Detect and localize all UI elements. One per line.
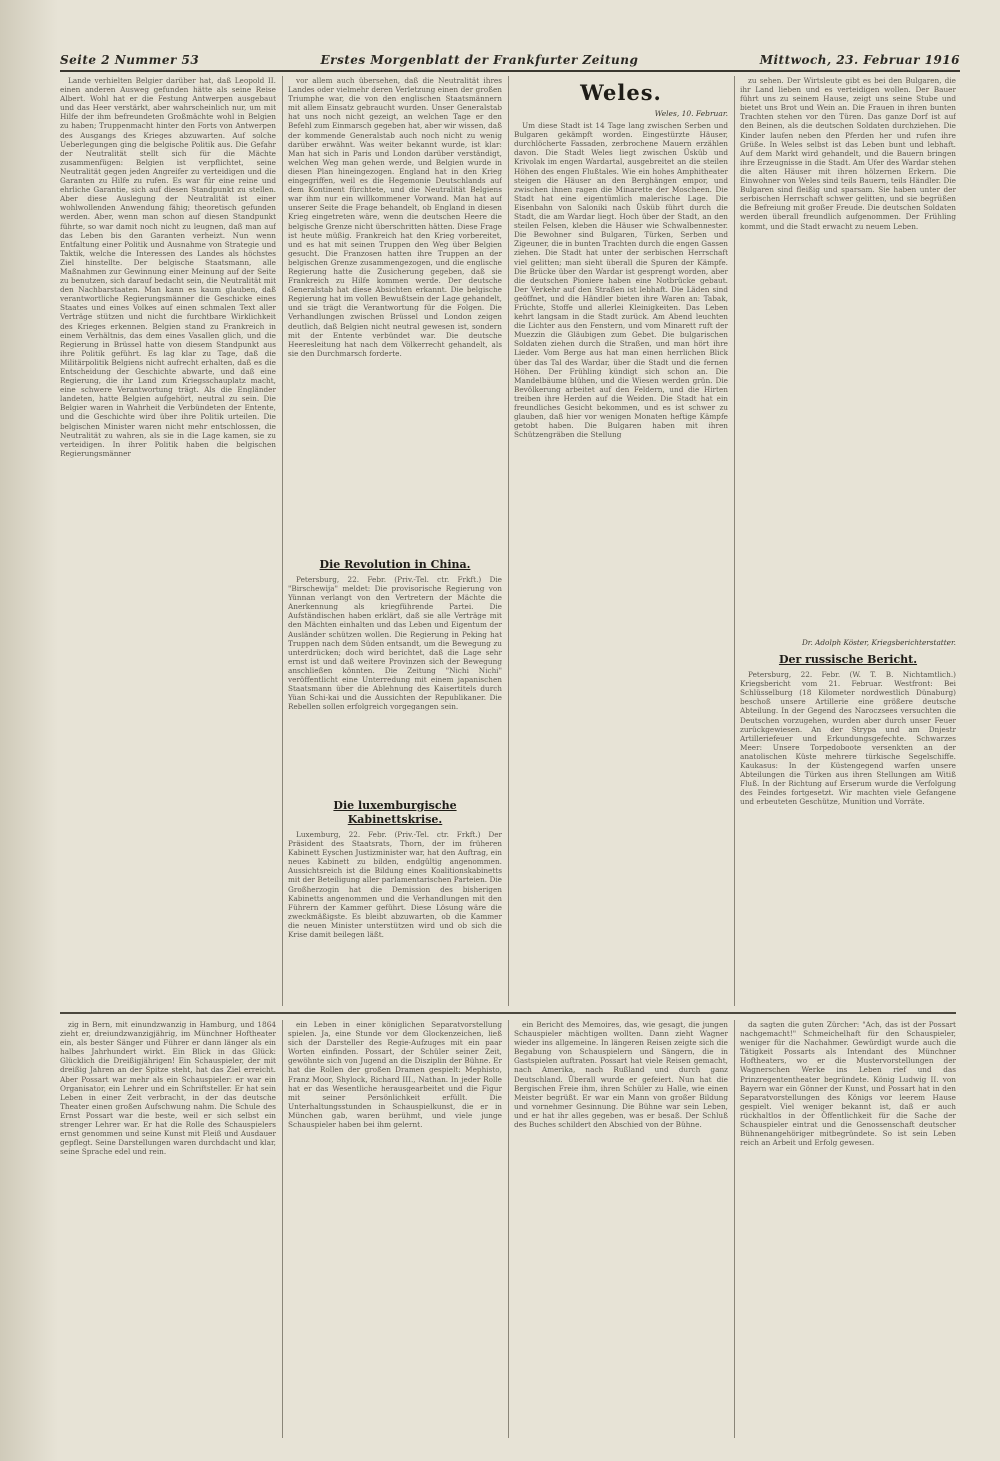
feuilleton-column-3 bbox=[514, 1020, 728, 1438]
column-divider bbox=[734, 1020, 735, 1438]
article-russian-report: Petersburg, 22. Febr. (W. T. B. Nichtamtlich.) Kriegsbericht vom 21. Februar. Westfront: Bei Schlüsselburg (18 Kilometer nordwestlich Dünaburg) beschoß unsere Artillerie eine größere deutsche Abteilung. In der Gegend des Naroczsees versuchten die Deutschen vorzugehen, wurden aber durch unser Feuer zurückgewiesen. An der Strypa und am Dnjestr Artilleriefeuer und Erkundungsgefechte. Schwarzes Meer: Unsere Torpedoboote versenkten an der anatolischen Küste mehrere türkische Segelschiffe. Kaukasus: In der Küstengegend warfen unsere Abteilungen die Türken aus ihren Stellungen am Witiß Fluß. In der Richtung auf Erserum wurde die Verfolgung des Feindes fortgesetzt. Wir machten viele Gefangene und erbeuteten Geschütze, Munition und Vorräte. bbox=[740, 670, 956, 807]
feuilleton-column-1 bbox=[60, 1020, 276, 1438]
feuilleton-text-3: ein Bericht des Memoires, das, wie gesagt, die jungen Schauspieler mächtigen wollten. Dann zieht Wagner wieder ins allgemeine. In längeren Reisen zeigte sich die Begabung von Schauspielern und Sängern, die in Gastspielen auftraten. Possart hat viele Reisen gemacht, nach Amerika, nach Rußland und durch ganz Deutschland. Überall wurde er gefeiert. Nun hat die Bergischen Freie ihm, ihren Schüler zu Halle, wie einen Meister begrüßt. Er war ein Mann von großer Bildung und vornehmer Gesinnung. Die Bühne war sein Leben, und er hat ihr alles gegeben, was er besaß. Der Schluß des Buches schildert den Abschied von der Bühne. bbox=[514, 1020, 728, 1130]
headline-russian-report: Der russische Bericht. bbox=[778, 653, 918, 667]
column-1 bbox=[60, 76, 276, 1006]
dateline-weles: Weles, 10. Februar. bbox=[654, 109, 728, 118]
feuilleton-column-4 bbox=[740, 1020, 956, 1438]
article-weles-continued: zu sehen. Der Wirtsleute gibt es bei den Bulgaren, die ihr Land lieben und es verteidigen wollen. Der Bauer führt uns zu seinem Hause, zeigt uns seine Stube und bietet uns Brot und Wein an. Die Frauen in ihren bunten Trachten stehen vor den Türen. Das ganze Dorf ist auf den Beinen, als die deutschen Soldaten durchziehen. Die Kinder laufen neben den Pferden her und rufen ihre Grüße. In Weles selbst ist das Leben bunt und lebhaft. Auf dem Markt wird gehandelt, und die Bauern bringen ihre Erzeugnisse in die Stadt. Am Ufer des Wardar stehen die alten Häuser mit ihren hölzernen Erkern. Die Einwohner von Weles sind teils Bauern, teils Händler. Die Bulgaren sind fleißig und sparsam. Sie haben unter der serbischen Herrschaft schwer gelitten, und sie begrüßen die Befreiung mit großer Freude. Die deutschen Soldaten werden überall freundlich aufgenommen. Der Frühling kommt, und die Stadt erwacht zu neuem Leben. bbox=[740, 76, 956, 231]
author-byline: Dr. Adolph Köster, Kriegsberichterstatter. bbox=[801, 638, 956, 647]
column-divider bbox=[282, 76, 283, 1006]
column-4 bbox=[740, 76, 956, 1006]
column-divider bbox=[734, 76, 735, 1006]
headline-luxemburg: Die luxemburgische Kabinettskrise. bbox=[333, 799, 457, 826]
article-weles: Um diese Stadt ist 14 Tage lang zwischen Serben und Bulgaren gekämpft worden. Eingestürzte Häuser, durchlöcherte Fassaden, zerbrochene Mauern erzählen davon. Die Stadt Weles liegt zwischen Üsküb und Krivolak im engen Wardartal, ausgebreitet an die steilen Höhen des engen Flußtales. Wie ein hohes Amphitheater steigen die Häuser an den Berghängen empor, und zwischen ihnen ragen die Minarette der Moscheen. Die Stadt hat eine eigentümlich malerische Lage. Die Eisenbahn von Saloniki nach Üsküb führt durch die Stadt, die am Wardar liegt. Hoch über der Stadt, an den steilen Felsen, kleben die Häuser wie Schwalbennester. Die Bewohner sind Bulgaren, Türken, Serben und Zigeuner, die in bunten Trachten durch die engen Gassen ziehen. Die Stadt hat unter der serbischen Herrschaft viel gelitten; man sieht überall die Spuren der Kämpfe. Die Brücke über den Wardar ist gesprengt worden, aber die deutschen Pioniere haben eine Notbrücke gebaut. Der Verkehr auf den Straßen ist lebhaft. Die Läden sind geöffnet, und die Händler bieten ihre Waren an: Tabak, Früchte, Stoffe und allerlei Kleinigkeiten. Das Leben kehrt langsam in die Stadt zurück. Am Abend leuchten die Lichter aus den Fenstern, und vom Minarett ruft der Muezzin die Gläubigen zum Gebet. Die bulgarischen Soldaten ziehen durch die Straßen, und man hört ihre Lieder. Vom Berge aus hat man einen herrlichen Blick über das Tal des Wardar, über die Stadt und die fernen Höhen. Der Frühling kündigt sich schon an. Die Mandelbäume blühen, und die Wiesen werden grün. Die Bevölkerung arbeitet auf den Feldern, und die Hirten treiben ihre Herden auf die Weiden. Die Stadt hat ein freundliches Gesicht bekommen, und es ist schwer zu glauben, daß hier vor wenigen Monaten heftige Kämpfe getobt haben. Die Bulgaren haben mit ihren Schützengräben die Stellung bbox=[514, 121, 728, 440]
header-page-number: Seite 2 Nummer 53 bbox=[60, 53, 200, 67]
header-masthead: Erstes Morgenblatt der Frankfurter Zeitung bbox=[320, 53, 639, 67]
feuilleton-column-2 bbox=[288, 1020, 502, 1438]
article-china: Petersburg, 22. Febr. (Priv.-Tel. ctr. Frkft.) Die "Birschewija" meldet: Die provisorische Regierung von Yünnan verlangt von den Vertretern der Mächte die Anerkennung als kriegführende Partei. Die Aufständischen haben erklärt, daß sie alle Verträge mit den Mächten einhalten und das Leben und Eigentum der Ausländer schützen wollen. Die Regierung in Peking hat Truppen nach dem Süden entsandt, um die Bewegung zu unterdrücken; doch wird berichtet, daß die Lage sehr ernst ist und daß weitere Provinzen sich der Bewegung anschließen könnten. Die Zeitung "Nichi Nichi" veröffentlicht eine Unterredung mit einem japanischen Staatsmann über die Ablehnung des Kaisertitels durch Yüan Schi-kai und die Aussichten der Republikaner. Die Rebellen sollen erfolgreich vorgegangen sein. bbox=[288, 575, 502, 712]
feuilleton-text-4: da sagten die guten Zürcher: "Ach, das ist der Possart nachgemacht!" Schmeichelhaft für den Schauspieler, weniger für die Nachahmer. Gewürdigt wurde auch die Tätigkeit Possarts als Intendant des Münchner Hoftheaters, wo er die Mustervorstellungen der Wagnerschen Werke ins Leben rief und das Prinzregententheater begründete. König Ludwig II. von Bayern war ein Gönner der Kunst, und Possart hat in den Separatvorstellungen des Königs vor leerem Hause gespielt. Viel weniger bekannt ist, daß er auch rückhaltlos in der Öffentlichkeit für die Sache der Schauspieler eintrat und die Genossenschaft deutscher Bühnenangehöriger mitbegründete. So ist sein Leben reich an Arbeit und Erfolg gewesen. bbox=[740, 1020, 956, 1148]
feuilleton-text-2: ein Leben in einer königlichen Separatvorstellung spielen. Ja, eine Stunde vor dem Glockenzeichen, ließ sich der Darsteller des Regie-Aufzuges mit ein paar Worten einfinden. Possart, der Schüler seiner Zeit, gewöhnte sich von Jugend an die Disziplin der Bühne. Er hat die Rollen der großen Dramen gespielt: Mephisto, Franz Moor, Shylock, Richard III., Nathan. In jeder Rolle hat er das Wesentliche herausgearbeitet und die Figur mit seiner Persönlichkeit erfüllt. Die Unterhaltungsstunden in Schauspielkunst, die er in München gab, waren berühmt, und viele junge Schauspieler haben bei ihm gelernt. bbox=[288, 1020, 502, 1130]
headline-weles: Weles. bbox=[580, 80, 662, 105]
feuilleton-divider bbox=[60, 1012, 956, 1014]
feuilleton-text-1: zig in Bern, mit einundzwanzig in Hamburg, und 1864 zieht er, dreiundzwanzigjährig, im Münchner Hoftheater ein, als bester Sänger und Führer er dann länger als ein halbes Jahrhundert wirkt. Ein Blick in das Glück: Glücklich die Dreißigjährigen! Ein Schauspieler, der mit dreißig Jahren an der Spitze steht, hat das Ziel erreicht. Aber Possart war mehr als ein Schauspieler: er war ein Organisator, ein Lehrer und ein Schriftsteller. Er hat sein Leben in einer Zeit verbracht, in der das deutsche Theater einen großen Aufschwung nahm. Die Schule des Ernst Possart war die beste, weil er sich selbst ein strenger Lehrer war. Er hat die Rolle des Schauspielers ernst genommen und seine Kunst mit Fleiß und Ausdauer gepflegt. Seine Darstellungen waren durchdacht und klar, seine Sprache edel und rein. bbox=[60, 1020, 276, 1157]
column-1-text: Lande verhielten Belgier darüber hat, daß Leopold II. einen anderen Ausweg gefunden hätte als seine Reise Albert. Wohl hat er die Festung Antwerpen ausgebaut und das Heer verstärkt, aber wahrscheinlich nur, um mit Hilfe der ihm befreundeten Großmächte wohl in Belgien zu haben; Truppenmacht hinter den Forts von Antwerpen des Ausgangs des Krieges abzuwarten. Auf solche Ueberlegungen ging die belgische Politik aus. Die Gefahr der Neutralität stellt sich für die Mächte zusammenfügen: Belgien ist verpflichtet, seine Neutralität gegen jeden Angreifer zu verteidigen und die Garanten zu Hilfe zu rufen. Es war für eine reine und ehrliche Garantie, sich auf diesen Standpunkt zu stellen. Aber diese Auslegung der Neutralität ist einer wohlwollenden Anwendung fähig; theoretisch gefunden werden. Aber, wenn man schon auf diesen Standpunkt führte, so war damit noch nicht zu leugnen, daß man auf das Leben bis den Garanten verheizt. Nun wenn Entfaltung einer Politik und Ausnahme von Strategie und Taktik, welche die Interessen des Landes als höchstes Ziel hinstellte. Der belgische Staatsmann, alle Maßnahmen zur Gewinnung einer Meinung auf der Seite zu benutzen, sich darauf bedacht sein, die Neutralität mit den Nachbarstaaten. Man kann es kaum glauben, daß verantwortliche Regierungsmänner die Geschicke eines Staates und eines Volkes auf einen schmalen Text aller Verträge stützen und nicht die furchtbare Wirklichkeit des Krieges erkennen. Belgien stand zu Frankreich in einem Verhältnis, das dem eines Vasallen glich, und die Regierung in Brüssel hatte von diesem Standpunkt aus ihre Politik geführt. Es lag klar zu Tage, daß die Militärpolitik Belgiens nicht aufrecht erhalten, daß es die Entscheidung der Geschichte abwarte, und daß eine Regierung, die ihr Land zum Kriegsschauplatz macht, eine schwere Verantwortung trägt. Als die Engländer landeten, hatte Belgien aufgehört, neutral zu sein. Die Belgier waren in Wahrheit die Verbündeten der Entente, und die Geschichte wird über ihre Politik urteilen. Die belgischen Minister waren nicht mehr entschlossen, die Neutralität zu wahren, als sie in die Lage kamen, sie zu verteidigen. In ihrer Politik haben die belgischen Regierungsmänner bbox=[60, 76, 276, 458]
column-2 bbox=[288, 76, 502, 1006]
column-divider bbox=[282, 1020, 283, 1438]
column-divider bbox=[508, 76, 509, 1006]
page-header bbox=[60, 50, 960, 72]
column-3 bbox=[514, 76, 728, 1006]
article-luxemburg: Luxemburg, 22. Febr. (Priv.-Tel. ctr. Frkft.) Der Präsident des Staatsrats, Thorn, der im früheren Kabinett Eyschen Justizminister war, hat den Auftrag, ein neues Kabinett zu bilden, endgültig angenommen. Aussichtsreich ist die Bildung eines Koalitionskabinetts mit der Beteiligung aller parlamentarischen Parteien. Die Großherzogin hat die Demission des bisherigen Kabinetts angenommen und die Verhandlungen mit den Führern der Kammer geführt. Diese Lösung wäre die zweckmäßigste. Es bleibt abzuwarten, ob die Kammer die neuen Minister unterstützen wird und ob sich die Krise damit beilegen läßt. bbox=[288, 830, 502, 940]
page-fold-shadow bbox=[0, 0, 58, 1461]
headline-china: Die Revolution in China. bbox=[319, 558, 471, 571]
column-divider bbox=[508, 1020, 509, 1438]
header-date: Mittwoch, 23. Februar 1916 bbox=[759, 53, 960, 67]
column-2-text: vor allem auch übersehen, daß die Neutralität ihres Landes oder vielmehr deren Verletzung einen der großen Triumphe war, die von den englischen Staatsmännern mit allem Einsatz gebraucht wurden. Unser Generalstab hat uns noch nicht gezeigt, an welchen Tage er den Befehl zum Einmarsch gegeben hat, aber wir wissen, daß der kommende Generalstab auch noch nicht zu wenig darüber erwähnt. Was weiter bekannt wurde, ist klar: Man hat sich in Paris und London darüber verständigt, welchen Weg man gehen werde, und Belgien wurde in diesen Plan hineingezogen. England hat in den Krieg eingegriffen, weil es die Hegemonie Deutschlands auf dem Kontinent fürchtete, und die Neutralität Belgiens war ihm nur ein willkommener Vorwand. Man hat auf unserer Seite die Frage behandelt, ob England in diesen Krieg eingetreten wäre, wenn die deutschen Heere die belgische Grenze nicht überschritten hätten. Diese Frage ist heute müßig. Frankreich hat den Krieg vorbereitet, und es hat mit seinen Truppen den Weg über Belgien gesucht. Die Franzosen hatten ihre Truppen an der belgischen Grenze zusammengezogen, und die englische Regierung hatte die Zusicherung gegeben, daß sie Frankreich zu Hilfe kommen werde. Der deutsche Generalstab hat diese Absichten erkannt. Die belgische Regierung hat im vollen Bewußtsein der Lage gehandelt, und sie trägt die Verantwortung für die Folgen. Die Verhandlungen zwischen Brüssel und London zeigen deutlich, daß Belgien nicht neutral gewesen ist, sondern mit der Entente verbündet war. Die deutsche Heeresleitung hat nach dem Völkerrecht gehandelt, als sie den Durchmarsch forderte. bbox=[288, 76, 502, 358]
